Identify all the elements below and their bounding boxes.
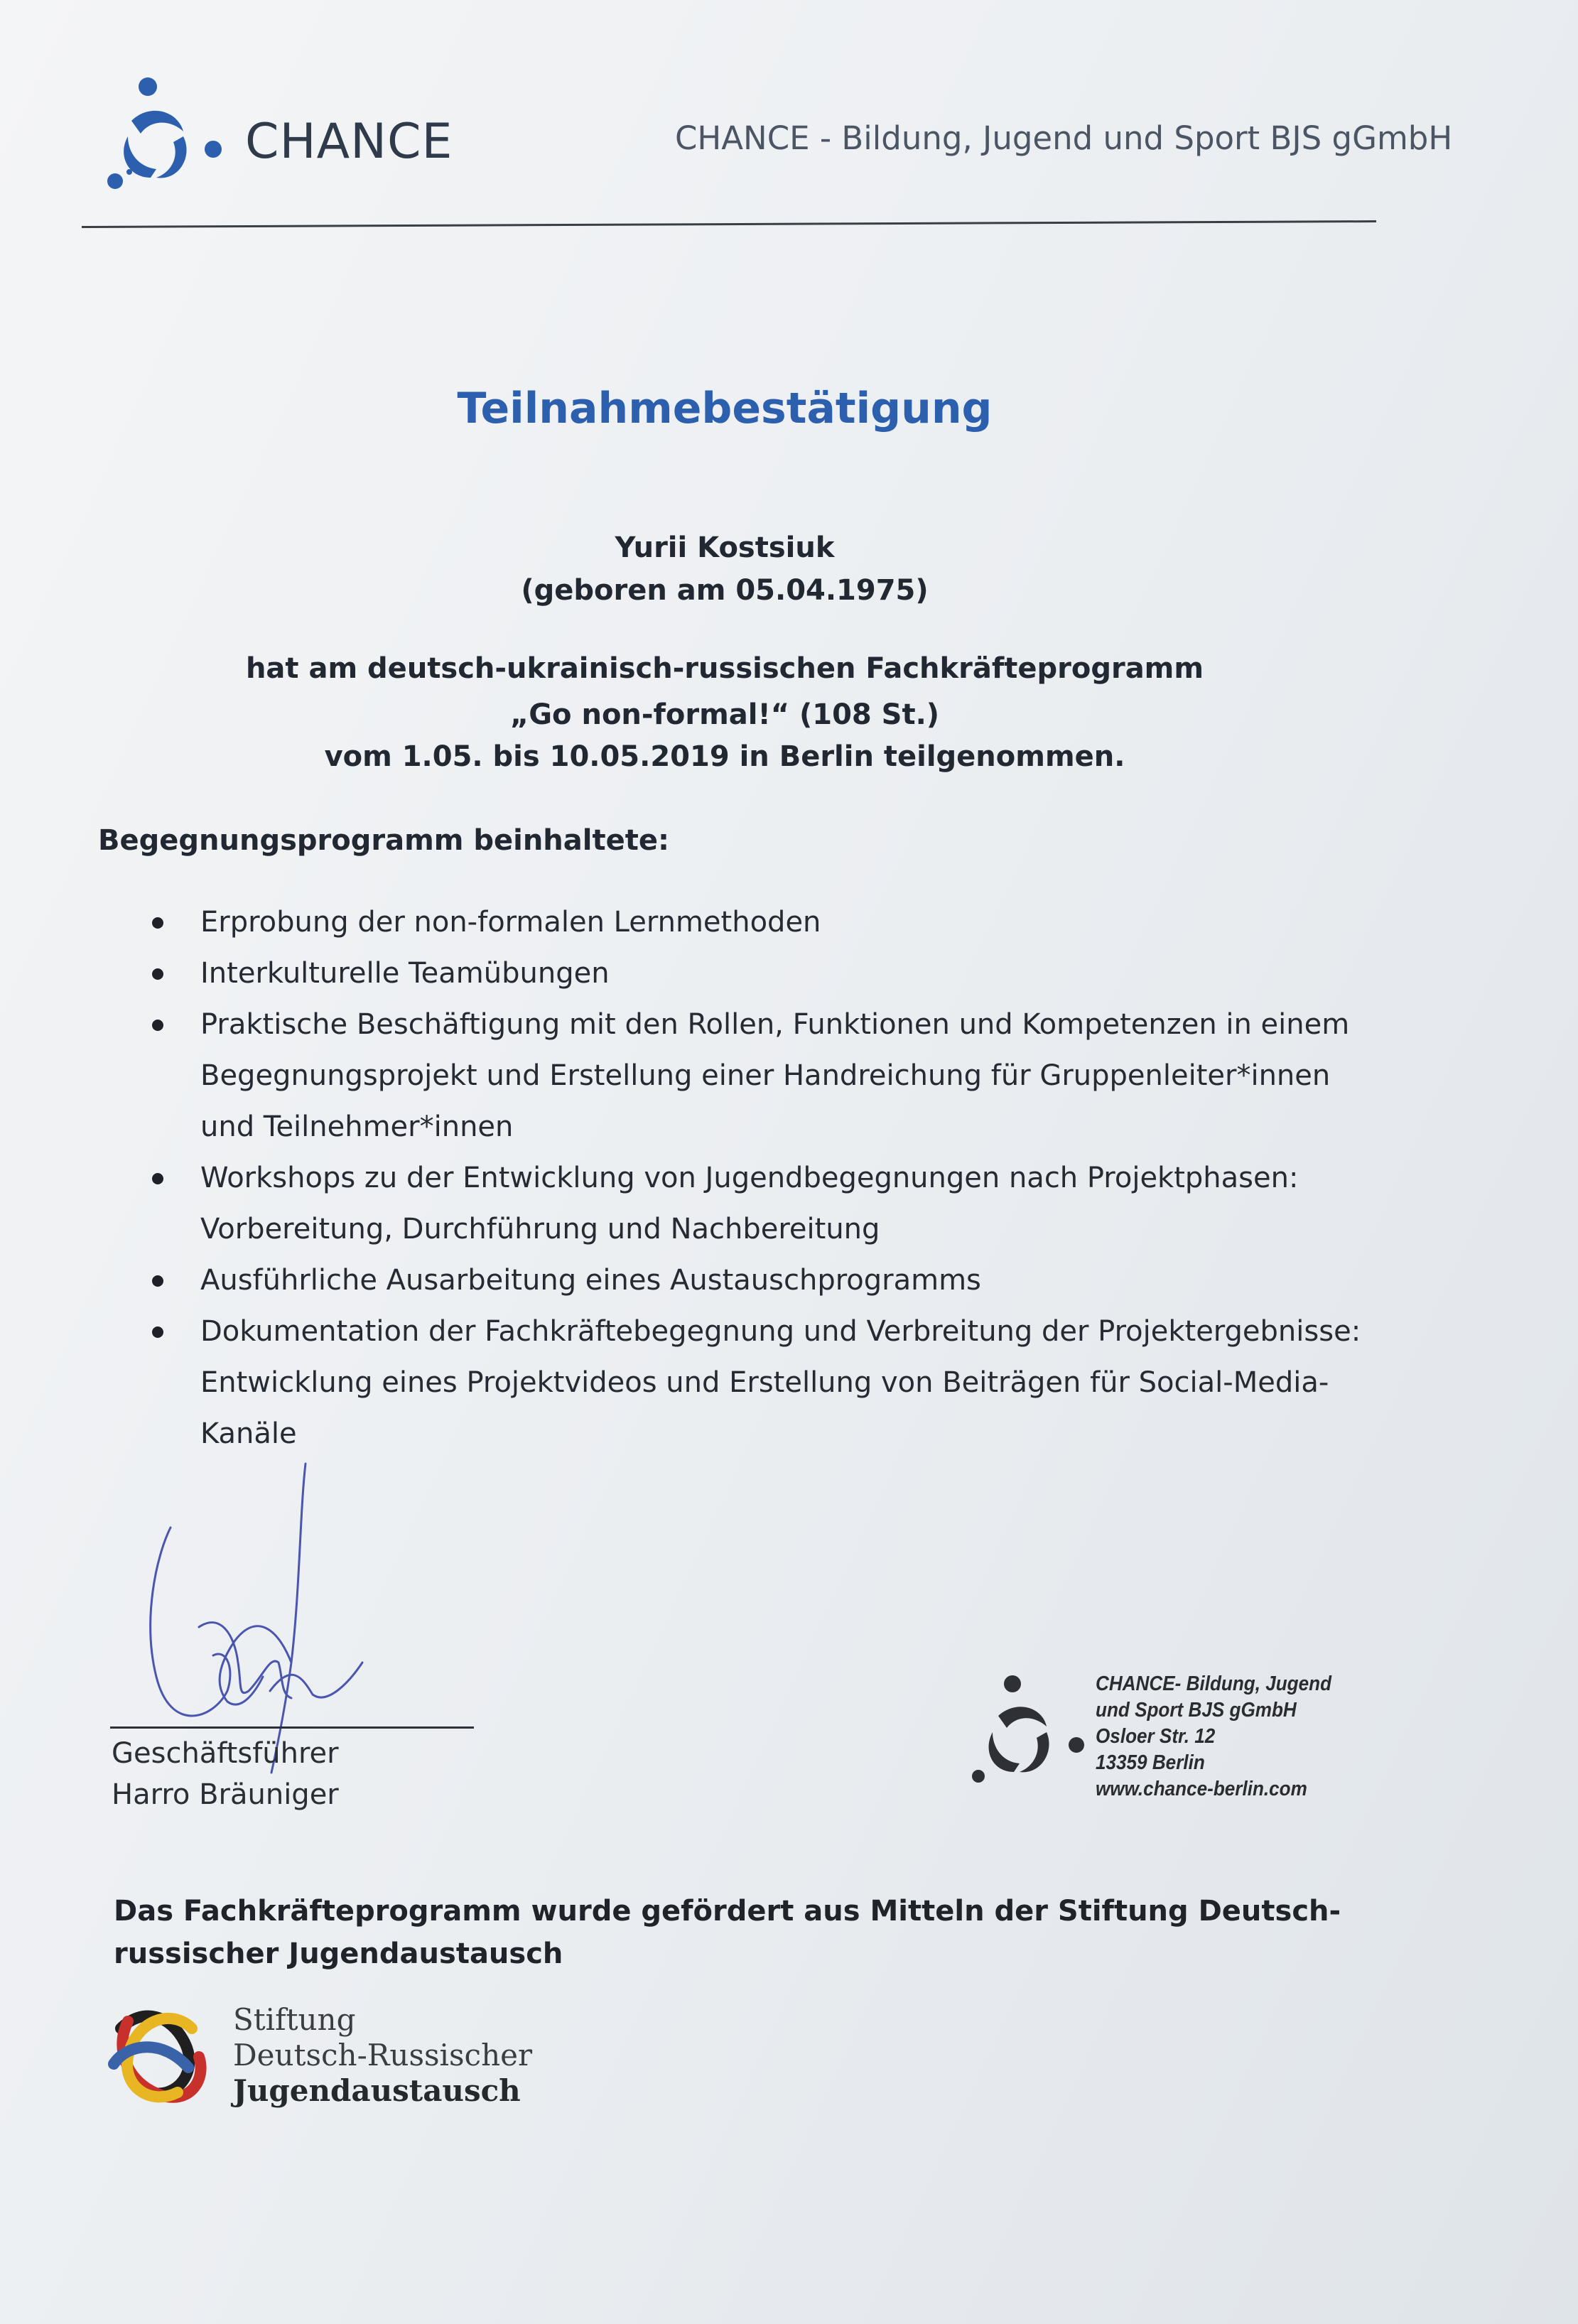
bullet-icon	[152, 1326, 163, 1338]
program-items-list	[142, 897, 1378, 1459]
stamp-address: CHANCE- Bildung, Jugend und Sport BJS gGmbH Osloer Str. 12 13359 Berlin www.chance-berlin.com	[1096, 1672, 1332, 1800]
program-line-3: vom 1.05. bis 10.05.2019 in Berlin teilgenommen.	[324, 740, 1125, 773]
signature-line	[110, 1726, 474, 1729]
bullet-icon	[152, 1275, 163, 1287]
chance-logo-icon	[99, 71, 227, 195]
foundation-knot-logo-icon	[99, 2000, 217, 2114]
list-item: Ausführliche Ausarbeitung eines Austauschprogramms	[142, 1255, 1378, 1306]
chance-stamp-logo-icon	[963, 1670, 1105, 1798]
participant-name: Yurii Kostsiuk	[615, 531, 835, 564]
program-line-2: „Go non-formal!“ (108 St.)	[509, 698, 940, 731]
list-item: Workshops zu der Entwicklung von Jugendbegegnungen nach Projektphasen: Vorbereitung, Durchführung und Nachbereitung	[142, 1152, 1378, 1255]
bullet-icon	[152, 968, 163, 980]
birth-date-line: (geboren am 05.04.1975)	[521, 574, 929, 607]
list-item: Interkulturelle Teamübungen	[142, 948, 1378, 999]
program-line-1: hat am deutsch-ukrainisch-russischen Fachkräfteprogramm	[245, 652, 1204, 685]
organization-name: CHANCE - Bildung, Jugend und Sport BJS gGmbH	[675, 119, 1453, 157]
foundation-name: Stiftung Deutsch-Russischer Jugendaustausch	[233, 2002, 533, 2108]
signatory-name: Harro Bräuniger	[112, 1778, 339, 1811]
bullet-icon	[152, 1020, 163, 1031]
funding-note: Das Fachkräfteprogramm wurde gefördert aus Mitteln der Stiftung Deutsch-russischer Jugendaustausch	[114, 1895, 1341, 1970]
bullet-icon	[152, 1173, 163, 1184]
section-heading: Begegnungsprogramm beinhaltete:	[98, 824, 669, 857]
document-title: Teilnahmebestätigung	[457, 384, 993, 433]
signatory-role: Geschäftsführer	[112, 1737, 339, 1770]
list-item: Praktische Beschäftigung mit den Rollen, Funktionen und Kompetenzen in einem Begegnungsprojekt und Erstellung einer Handreichung für Gruppenleiter*innen und Teilnehmer*innen	[142, 999, 1378, 1152]
bullet-icon	[152, 917, 163, 929]
header-divider	[82, 220, 1376, 228]
brand-name: CHANCE	[245, 114, 453, 170]
list-item: Dokumentation der Fachkräftebegegnung und Verbreitung der Projektergebnisse: Entwicklung eines Projektvideos und Erstellung von Beiträgen für Social-Media-Kanäle	[142, 1306, 1378, 1459]
list-item: Erprobung der non-formalen Lernmethoden	[142, 897, 1378, 948]
